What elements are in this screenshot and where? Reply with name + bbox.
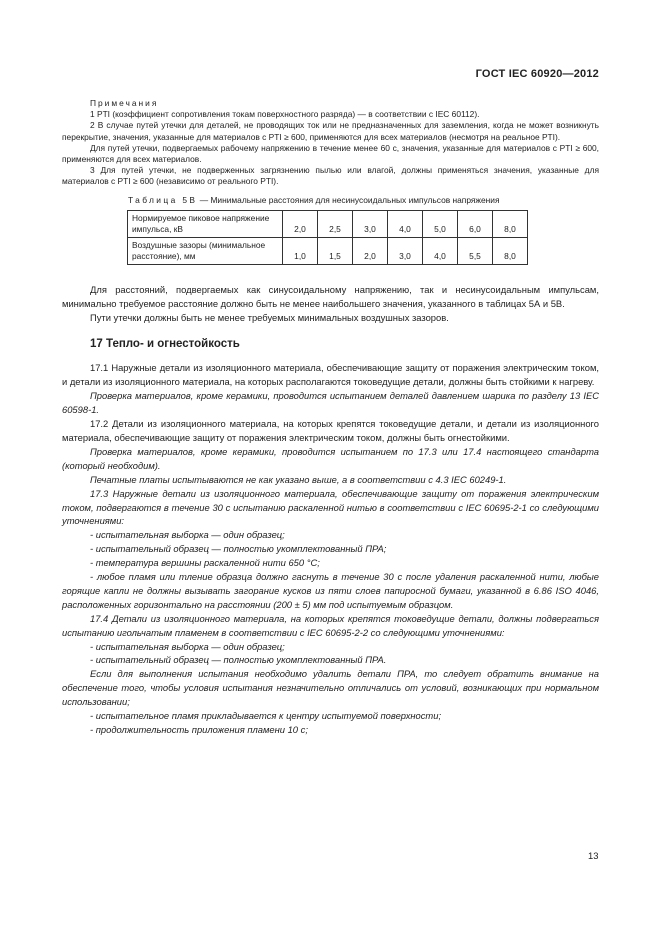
page-content [62, 98, 599, 737]
table-caption-word: Таблица 5В [128, 194, 198, 205]
table-cell: 5,5 [458, 237, 493, 264]
table-cell: 1,0 [283, 237, 318, 264]
paragraph: Пути утечки должны быть не менее требуемых минимальных воздушных зазоров. [90, 311, 449, 323]
table-cell: 2,5 [318, 210, 353, 237]
notes-block [62, 98, 599, 188]
table-cell: 8,0 [493, 210, 528, 237]
paragraph: Если для выполнения испытания необходимо удалить детали ПРА, то следует обратить внимание на обеспечение того, чтобы условия испытания незначительно отличались от условий, возникающих при нормальном использовании; [62, 668, 599, 708]
table-cell: 6,0 [458, 210, 493, 237]
page-number: 13 [588, 850, 599, 861]
paragraph: 17.1 Наружные детали из изоляционного материала, обеспечивающие защиту от поражения электрическим током, и детали из изоляционного материала, на которых располагаются токоведущие детали, должны быть стойкими к нагреву. [62, 362, 599, 388]
notes-title: Примечания [90, 98, 159, 108]
table-caption [128, 195, 548, 206]
list-item: - испытательное пламя прикладывается к центру испытуемой поверхности; [90, 710, 442, 722]
clearance-table [127, 210, 528, 265]
table-cell: 1,5 [318, 237, 353, 264]
table-row [128, 237, 528, 264]
paragraph: 17.4 Детали из изоляционного материала, на которых крепятся токоведущие детали, должны подвергаться испытанию игольчатым пламенем в соответствии с IEC 60695-2-2 со следующими уточнениями: [62, 612, 599, 638]
row-label: Нормируемое пиковое напряжение импульса, кВ [128, 210, 283, 237]
document-header: ГОСТ IEC 60920—2012 [475, 68, 599, 80]
table-cell: 8,0 [493, 237, 528, 264]
table-cell: 5,0 [423, 210, 458, 237]
list-item: - испытательный образец — полностью укомплектованный ПРА; [90, 543, 387, 555]
table-caption-text: — Минимальные расстояния для несинусоидальных импульсов напряжения [197, 194, 500, 205]
table-cell: 4,0 [388, 210, 423, 237]
paragraph: 17.2 Детали из изоляционного материала, на которых крепятся токоведущие детали, и детали из изоляционного материала, обеспечивающие защиту от поражения электрическим током, должны быть огнестойкими. [62, 418, 599, 443]
table-cell: 3,0 [353, 210, 388, 237]
list-item: - испытательная выборка — один образец; [90, 529, 285, 541]
table-cell: 4,0 [423, 237, 458, 264]
list-item: - температура вершины раскаленной нити 650 °C; [90, 557, 320, 569]
note-2b: Для путей утечки, подвергаемых рабочему напряжению в течение менее 60 с, значения, указанные для материалов с PTI ≥ 600, применяются для всех материалов. [62, 142, 599, 165]
list-item: - продолжительность приложения пламени 10 с; [90, 724, 308, 736]
table-cell: 3,0 [388, 237, 423, 264]
paragraph: Печатные платы испытываются не как указано выше, а в соответствии с 4.3 IEC 60249-1. [90, 473, 507, 485]
table-cell: 2,0 [283, 210, 318, 237]
paragraph: 17.3 Наружные детали из изоляционного материала, обеспечивающие защиту от поражения электрическим током, подвергаются в течение 30 с испытанию раскаленной нитью в соответствии с IEC 60695-2-1 со следующими уточнениями: [62, 487, 599, 527]
note-1: 1 PTI (коэффициент сопротивления токам поверхностного разряда) — в соответствии с IEC 60112). [90, 109, 480, 120]
section-title: 17 Тепло- и огнестойкость [90, 337, 240, 350]
note-2: 2 В случае путей утечки для деталей, не проводящих ток или не предназначенных для заземления, когда не может возникнуть перекрытие, значения, указанные для материалов с PTI ≥ 600, применяются для всех материалов (несмотря на реальное PTI). [62, 120, 599, 142]
list-item: - испытательная выборка — один образец; [90, 640, 285, 652]
table-cell: 2,0 [353, 237, 388, 264]
body-text [62, 283, 599, 737]
paragraph: Проверка материалов, кроме керамики, проводится испытанием по 17.3 или 17.4 настоящего стандарта (который необходим). [62, 445, 599, 471]
paragraph: Для расстояний, подвергаемых как синусоидальному напряжению, так и несинусоидальным импульсам, минимально требуемое расстояние должно быть не менее наибольшего значения, указанного в таблицах 5А и 5В. [62, 283, 599, 309]
list-item: - любое пламя или тление образца должно гаснуть в течение 30 с после удаления раскаленной нити, любые горящие капли не должны вызывать загорание кусков из пяти слоев папиросной бумаги, указанной в 6.86 ISO 4046, расположенных горизонтально на расстоянии (200 ± 5) мм под испытуемым образцом. [62, 571, 599, 610]
note-3: 3 Для путей утечки, не подверженных загрязнению пылью или влагой, должны применяться значения, указанные для материалов с PTI ≥ 600 (независимо от реального PTI). [62, 165, 599, 187]
paragraph: Проверка материалов, кроме керамики, проводится испытанием деталей давлением шарика по разделу 13 IEC 60598-1. [62, 390, 599, 416]
row-label: Воздушные зазоры (минимальное расстояние), мм [128, 237, 283, 264]
table-row [128, 210, 528, 237]
list-item: - испытательный образец — полностью укомплектованный ПРА. [90, 654, 387, 666]
